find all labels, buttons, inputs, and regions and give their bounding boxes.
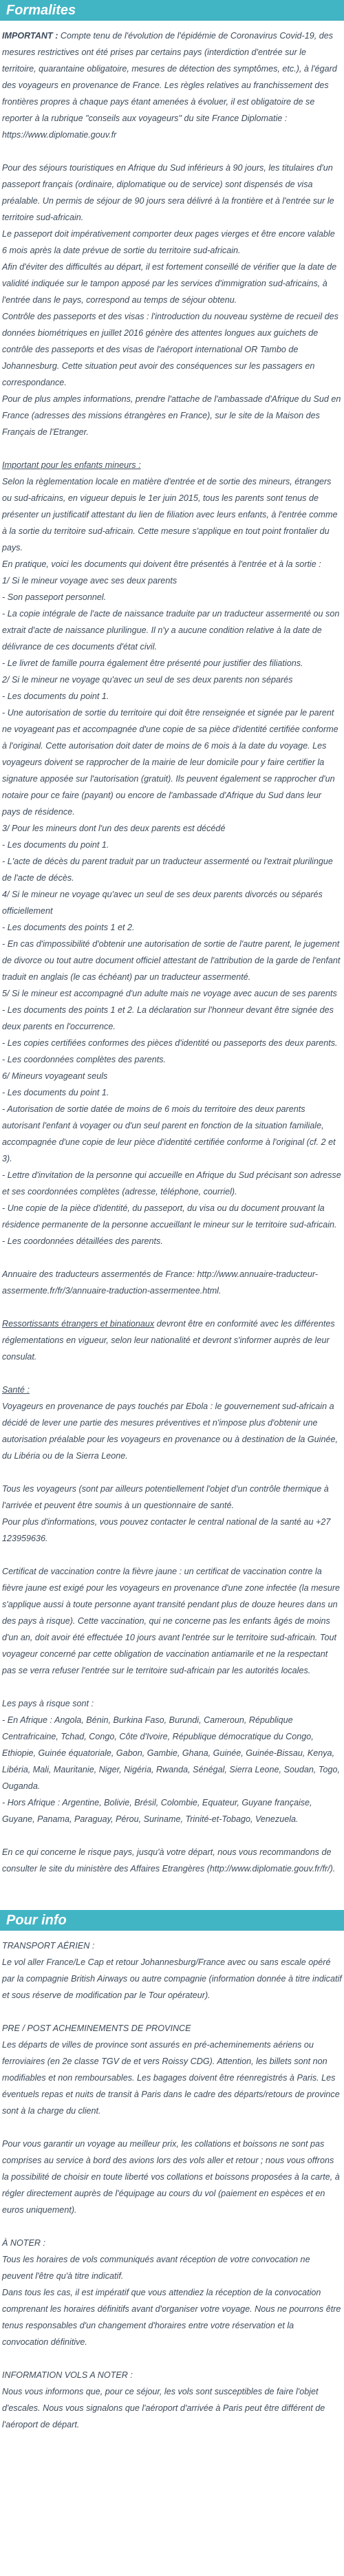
minors-line: - L'acte de décès du parent traduit par un traducteur assermenté ou l'extrait plurilingue de l'acte de décès. — [2, 857, 333, 883]
section-header-pour-info: Pour info — [0, 1910, 344, 1931]
schedule-note-line: Tous les horaires de vols communiqués avant réception de votre convocation ne peuvent l'être qu'à titre indicatif. — [2, 2255, 310, 2281]
section-spacer — [2, 1893, 342, 1910]
onboard-snacks-note: Pour vous garantir un voyage au meilleur prix, les collations et boissons ne sont pas comprises au service à bord des avions lors des vols aller et retour ; nous vous offrons la possibilité de choisir en toute liberté vos collations et boissons proposées à la carte, à régler directement auprès de l'équipage au cours du vol (paiement en espèces et en euros uniquement). — [2, 2139, 340, 2215]
foreign-nationals-note — [2, 1316, 342, 1365]
flight-info-note — [2, 2367, 342, 2433]
air-transport-text: Le vol aller France/Le Cap et retour Johannesburg/France avec ou sans escale opéré par la compagnie British Airways ou autre compagnie (information donnée à titre indicatif et sous réserve de modification par le Tour opérateur). — [2, 1957, 342, 2000]
minors-line: - Lettre d'invitation de la personne qui accueille en Afrique du Sud précisant son adresse et ses coordonnées complètes (adresse, téléphone, courriel). — [2, 1170, 341, 1196]
minors-line: - Les copies certifiées conformes des pièces d'identité ou passeports des deux parents. — [2, 1038, 338, 1048]
minors-line: Selon la règlementation locale en matière d'entrée et de sortie des mineurs, étrangers ou sud-africains, en vigueur depuis le 1er juin 2015, tous les parents sont tenus de présenter un justificatif attestant du lien de filiation avec leurs enfants, à l'entrée comme à la sortie du territoire sud-africain. Cette mesure s'applique en tout point frontalier du pays. — [2, 477, 338, 552]
minors-line: - Les documents du point 1. — [2, 840, 109, 850]
schedule-note-line: Dans tous les cas, il est impératif que vous attendiez la réception de la convocation comprenant les horaires définitifs avant d'organiser votre voyage. Nous ne pourrons être tenus responsables d'un changement d'horaires entre votre réservation et la convocation définitive. — [2, 2288, 341, 2347]
country-risk-end: ). — [330, 1864, 336, 1874]
diplomatie-link[interactable]: https://www.diplomatie.gouv.fr — [2, 130, 117, 140]
minors-case-title: 4/ Si le mineur ne voyage qu'avec un seul de ses deux parents divorcés ou séparés officiellement — [2, 890, 323, 916]
minors-line: - Son passeport personnel. — [2, 592, 107, 602]
flight-info-heading: INFORMATION VOLS A NOTER : — [2, 2370, 133, 2380]
section-header-formalites: Formalites — [0, 0, 344, 21]
covid-notice-text: Compte tenu de l'évolution de l'épidémie de Coronavirus Covid-19, des mesures restrictives ont été prises par certains pays (interdiction d'entrée sur le territoire, quarantaine obligatoire, mesures de détection des symptômes, etc.), à l'égard des voyageurs en provenance de France. Les règles relatives au franchissement des frontières propres à chaque pays étant amenées à évoluer, il est obligatoire de se reporter à la rubrique "conseils aux voyageurs" du site France Diplomatie : — [2, 31, 337, 123]
visa-info-line: Contrôle des passeports et des visas : l'introduction du nouveau système de recueil des données biométriques en juillet 2016 génère des attentes longues aux guichets de contrôle des passeports et des visas de l'aéroport international OR Tambo de Johannesburg. Cette situation peut avoir des conséquences sur les passagers en correspondance. — [2, 312, 338, 387]
health-contact-line: Pour plus d'informations, vous pouvez contacter le central national de la santé au +27 123959636. — [2, 1517, 331, 1543]
yellow-fever-certificate: Certificat de vaccination contre la fièvre jaune : un certificat de vaccination contre la fièvre jaune est exigé pour les voyageurs en provenance d'une zone infectée (la mesure s'applique aussi à toute personne ayant transité pendant plus de douze heures dans un des pays à risque). Cette vaccination, qui ne concerne pas les enfants âgés de moins d'un an, doit avoir été effectuée 10 jours avant l'entrée sur le territoire sud-africain. Tout voyageur concerné par cette obligation de vaccination antiamarile et ne la respectant pas se verra refuser l'entrée sur le territoire sud-africain par les autorités locales. — [2, 1567, 341, 1675]
diplomatie-fr-link[interactable]: http://www.diplomatie.gouv.fr/fr/ — [209, 1864, 330, 1874]
province-connections-heading: PRE / POST ACHEMINEMENTS DE PROVINCE — [2, 2024, 191, 2033]
air-transport-heading: TRANSPORT AÉRIEN : — [2, 1941, 95, 1951]
thermal-check-line: Tous les voyageurs (sont par ailleurs potentiellement l'objet d'un contrôle thermique à l'arrivée et peuvent être soumis à un questionnaire de santé. — [2, 1484, 329, 1510]
minors-line: - Une autorisation de sortie du territoire qui doit être renseignée et signée par le parent ne voyageant pas et accompagnée d'une copie de sa pièce d'identité certifiée conforme à l'original. Cette autorisation doit dater de moins de 6 mois à la date du voyage. Les voyageurs doivent se rapprocher de la mairie de leur domicile pour y faire certifier la signature apposée sur l'autorisation (gratuit). Ils peuvent également se rapprocher d'un notaire pour ce faire (payant) ou encore de l'ambassade d'Afrique du Sud dans leur pays de résidence. — [2, 708, 338, 817]
schedule-note-heading: À NOTER : — [2, 2238, 45, 2248]
visa-info — [2, 160, 342, 440]
air-transport — [2, 1938, 342, 2004]
important-label: IMPORTANT : — [2, 31, 58, 41]
minors-rules — [2, 457, 342, 1249]
visa-info-line: Pour des séjours touristiques en Afrique du Sud inférieurs à 90 jours, les titulaires d'un passeport français (ordinaire, diplomatique ou de service) sont dispensés de visa préalable. Un permis de séjour de 90 jours sera délivré à la frontière et à l'entrée sur le territoire sud-africain. — [2, 163, 334, 222]
schedule-note — [2, 2235, 342, 2350]
health-info — [2, 1382, 342, 1464]
flight-info-text: Nous vous informons que, pour ce séjour, les vols sont susceptibles de faire l'objet d'escales. Nous vous signalons que l'aéroport d'arrivée à Paris peut être différent de l'aéroport de départ. — [2, 2387, 325, 2429]
minors-line: - Les coordonnées complètes des parents. — [2, 1055, 166, 1064]
visa-info-line: Pour de plus amples informations, prendre l'attache de l'ambassade d'Afrique du Sud en France (adresses des missions étrangères en France), sur le site de la Maison des Français de l'Etranger. — [2, 394, 341, 437]
risk-countries-title: Les pays à risque sont : — [2, 1699, 94, 1708]
ebola-note: Voyageurs en provenance de pays touchés par Ebola : le gouvernement sud-africain a décidé de lever une partie des mesures préventives et n'impose plus d'obtenir une autorisation préalable pour les voyageurs en provenance ou à destination de la Guinée, du Libéria ou de la Sierra Leone. — [2, 1402, 338, 1461]
health-heading: Santé : — [2, 1385, 30, 1395]
minors-case-title: 5/ Si le mineur est accompagné d'un adulte mais ne voyage avec aucun de ses parents — [2, 989, 337, 998]
minors-case-title: 6/ Mineurs voyageant seuls — [2, 1071, 108, 1081]
risk-countries-outside-africa: - Hors Afrique : Argentine, Bolivie, Brésil, Colombie, Equateur, Guyane française, Guyane, Panama, Paraguay, Pérou, Suriname, Trinité-et-Tobago, Venezuela. — [2, 1798, 312, 1824]
minors-line: - Le livret de famille pourra également être présenté pour justifier des filiations. — [2, 658, 303, 668]
country-risk-text: En ce qui concerne le risque pays, jusqu'à votre départ, nous vous recommandons de consulter le site du ministère des Affaires Etrangères ( — [2, 1847, 332, 1874]
country-risk-note — [2, 1844, 342, 1877]
thermal-check-info — [2, 1481, 342, 1547]
minors-line: - Les documents des points 1 et 2. — [2, 923, 135, 932]
minors-line: - Les coordonnées détaillées des parents. — [2, 1236, 163, 1246]
risk-countries — [2, 1695, 342, 1827]
minors-line: - En cas d'impossibilité d'obtenir une autorisation de sortie de l'autre parent, le jugement de divorce ou tout autre document officiel attestant de l'attribution de la garde de l'enfant traduit en anglais (le cas échéant) par un traducteur assermenté. — [2, 939, 341, 982]
visa-info-line: Le passeport doit impérativement comporter deux pages vierges et être encore valable 6 mois après la date prévue de sortie du territoire sud-africain. — [2, 229, 335, 255]
translators-directory-text: Annuaire des traducteurs assermentés de France: — [2, 1269, 197, 1279]
covid-notice — [2, 28, 342, 143]
minors-line: - Les documents du point 1. — [2, 691, 109, 701]
translators-directory — [2, 1266, 342, 1299]
minors-case-title: 2/ Si le mineur ne voyage qu'avec un seul de ses deux parents non séparés — [2, 675, 293, 685]
translators-directory-link[interactable]: http://www.annuaire-traducteur-assermente.fr/fr/3/annuaire-traduction-assermentee.html — [2, 1269, 318, 1296]
foreign-nationals-text: devront être en conformité avec les différentes réglementations en vigueur, selon leur nationalité et devront s'informer auprès de leur consulat. — [2, 1319, 335, 1362]
province-connections — [2, 2020, 342, 2119]
minors-case-title: 3/ Pour les mineurs dont l'un des deux parents est décédé — [2, 824, 226, 833]
minors-line: - Les documents des points 1 et 2. La déclaration sur l'honneur devant être signée des deux parents en l'occurrence. — [2, 1005, 334, 1031]
minors-line: - Autorisation de sortie datée de moins de 6 mois du territoire des deux parents autorisant l'enfant à voyager ou d'un seul parent en fonction de la situation familiale, accompagnée d'une copie de leur pièce d'identité certifiée conforme à l'original (cf. 2 et 3). — [2, 1104, 336, 1163]
foreign-nationals-label: Ressortissants étrangers et binationaux — [2, 1319, 155, 1329]
visa-info-line: Afin d'éviter des difficultés au départ, il est fortement conseillé de vérifier que la date de validité indiquée sur le tampon apposé par les services d'immigration sud-africains, à l'entrée dans le pays, correspond au temps de séjour obtenu. — [2, 262, 337, 305]
risk-countries-africa: - En Afrique : Angola, Bénin, Burkina Faso, Burundi, Cameroun, République Centrafricaine, Tchad, Congo, Côte d'Ivoire, République démocratique du Congo, Ethiopie, Guinée équatoriale, Gabon, Gambie, Ghana, Guinée, Guinée-Bissau, Kenya, Libéria, Mali, Mauritanie, Niger, Nigéria, Rwanda, Sénégal, Sierra Leone, Soudan, Togo, Ouganda. — [2, 1715, 340, 1791]
minors-heading: Important pour les enfants mineurs : — [2, 460, 141, 470]
minors-line: - La copie intégrale de l'acte de naissance traduite par un traducteur assermenté ou son extrait d'acte de naissance plurilingue. Il n'y a aucune condition relative à la date de délivrance de ces documents d'état civil. — [2, 609, 340, 652]
minors-case-title: 1/ Si le mineur voyage avec ses deux parents — [2, 576, 178, 586]
translators-directory-end: . — [219, 1286, 222, 1296]
minors-line: - Les documents du point 1. — [2, 1088, 109, 1097]
province-connections-text: Les départs de villes de province sont assurés en pré-acheminements aériens ou ferroviaires (en 2e classe TGV de et vers Roissy CDG). Attention, les billets sont non modifiables et non remboursables. Les bagages doivent être réenregistrés à Paris. Les éventuels repas et nuits de transit à Paris dans le cadre des départs/retours de province sont à la charge du client. — [2, 2040, 340, 2116]
section-body-pour-info — [0, 1931, 344, 2433]
section-body-formalites — [0, 21, 344, 1910]
minors-line: En pratique, voici les documents qui doivent être présentés à l'entrée et à la sortie : — [2, 559, 321, 569]
minors-line: - Une copie de la pièce d'identité, du passeport, du visa ou du document prouvant la résidence permanente de la personne accueillant le mineur sur le territoire sud-africain. — [2, 1203, 337, 1230]
